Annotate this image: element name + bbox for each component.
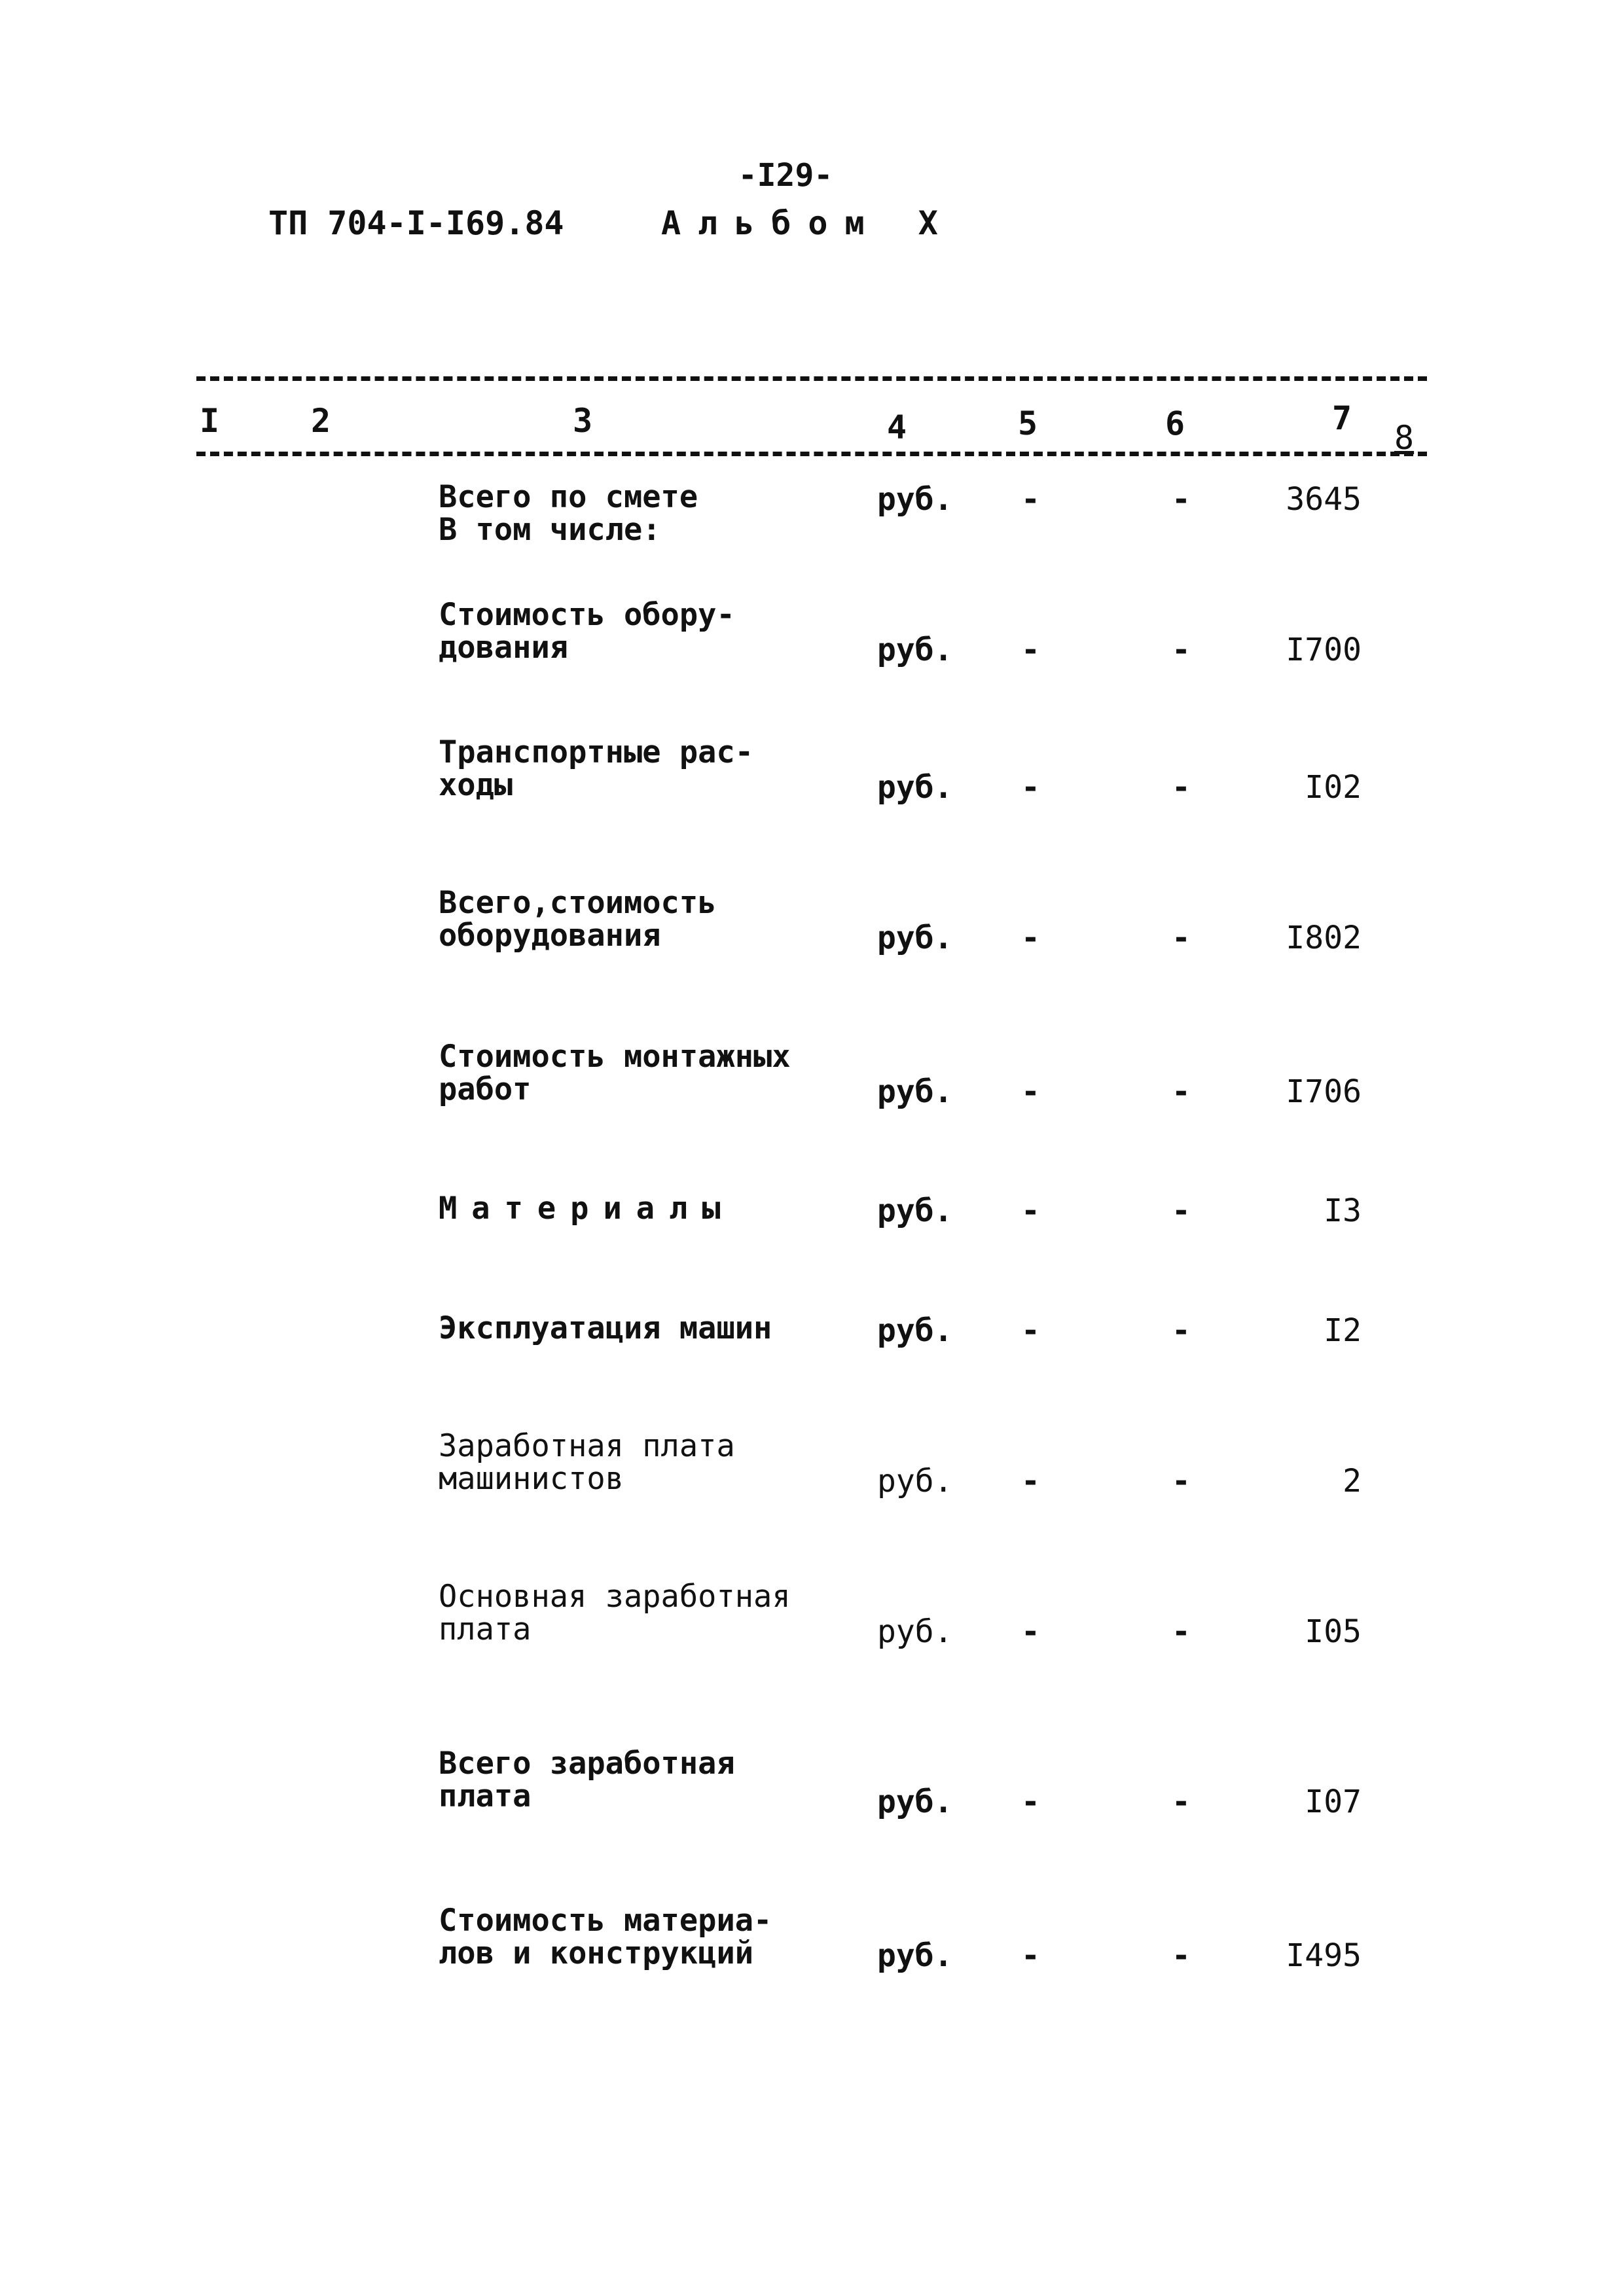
column-number-1: I <box>200 402 220 440</box>
column-number-6: 6 <box>1165 404 1185 442</box>
row-col5: - <box>1021 1193 1040 1229</box>
row-col6: - <box>1172 1937 1191 1974</box>
row-unit: руб. <box>877 1613 953 1650</box>
column-number-4: 4 <box>887 408 907 446</box>
row-description: Стоимость монтажных работ <box>439 1039 791 1107</box>
row-col6: - <box>1172 1613 1191 1650</box>
row-value: 3645 <box>1286 481 1362 518</box>
row-value: I802 <box>1286 920 1362 956</box>
column-number-3: 3 <box>573 402 593 440</box>
row-col5: - <box>1021 1073 1040 1110</box>
row-col6: - <box>1172 1784 1191 1820</box>
table-top-rule <box>196 376 1427 381</box>
row-unit: руб. <box>877 1073 953 1110</box>
row-description: Всего,стоимость оборудования <box>439 885 717 954</box>
row-unit: руб. <box>877 1193 953 1229</box>
row-col5: - <box>1021 632 1040 668</box>
row-description: Стоимость обору- дования <box>439 597 735 666</box>
row-col6: - <box>1172 769 1191 806</box>
page-number: -I29- <box>738 157 833 194</box>
row-col5: - <box>1021 1312 1040 1349</box>
table-header-rule <box>196 452 1427 456</box>
document-code: ТП 704-I-I69.84 <box>268 204 564 242</box>
column-number-2: 2 <box>311 402 331 440</box>
row-col6: - <box>1172 1312 1191 1349</box>
row-value: I495 <box>1286 1937 1362 1974</box>
row-col5: - <box>1021 1784 1040 1820</box>
row-col6: - <box>1172 481 1191 518</box>
row-unit: руб. <box>877 481 953 518</box>
row-description: Заработная плата машинистов <box>439 1428 735 1497</box>
row-col6: - <box>1172 632 1191 668</box>
row-col5: - <box>1021 920 1040 956</box>
row-col5: - <box>1021 1937 1040 1974</box>
row-value: I706 <box>1286 1073 1362 1110</box>
row-unit: руб. <box>877 1784 953 1820</box>
row-col5: - <box>1021 1463 1040 1499</box>
row-unit: руб. <box>877 769 953 806</box>
row-value: I05 <box>1305 1613 1362 1650</box>
column-number-7: 7 <box>1332 399 1352 437</box>
row-value: I02 <box>1305 769 1362 806</box>
row-unit: руб. <box>877 1463 953 1499</box>
row-col5: - <box>1021 769 1040 806</box>
row-unit: руб. <box>877 920 953 956</box>
row-col5: - <box>1021 481 1040 518</box>
row-unit: руб. <box>877 1312 953 1349</box>
row-value: I2 <box>1324 1312 1362 1349</box>
row-col6: - <box>1172 1463 1191 1499</box>
row-value: I07 <box>1305 1784 1362 1820</box>
row-col6: - <box>1172 1193 1191 1229</box>
row-value: I700 <box>1286 632 1362 668</box>
row-description: Материалы <box>439 1191 735 1227</box>
row-description: Всего по смете В том числе: <box>439 479 698 548</box>
row-description: Транспортные рас- ходы <box>439 734 754 803</box>
row-col5: - <box>1021 1613 1040 1650</box>
row-unit: руб. <box>877 1937 953 1974</box>
row-unit: руб. <box>877 632 953 668</box>
row-col6: - <box>1172 1073 1191 1110</box>
row-description: Эксплуатация машин <box>439 1310 772 1346</box>
row-value: 2 <box>1343 1463 1362 1499</box>
row-col6: - <box>1172 920 1191 956</box>
column-number-8: 8 <box>1394 419 1415 457</box>
row-description: Стоимость материа- лов и конструкций <box>439 1903 772 1971</box>
album-label: Альбом Х <box>661 204 955 242</box>
column-number-5: 5 <box>1018 404 1038 442</box>
row-value: I3 <box>1324 1193 1362 1229</box>
row-description: Всего заработная плата <box>439 1746 735 1814</box>
row-description: Основная заработная плата <box>439 1579 791 1647</box>
